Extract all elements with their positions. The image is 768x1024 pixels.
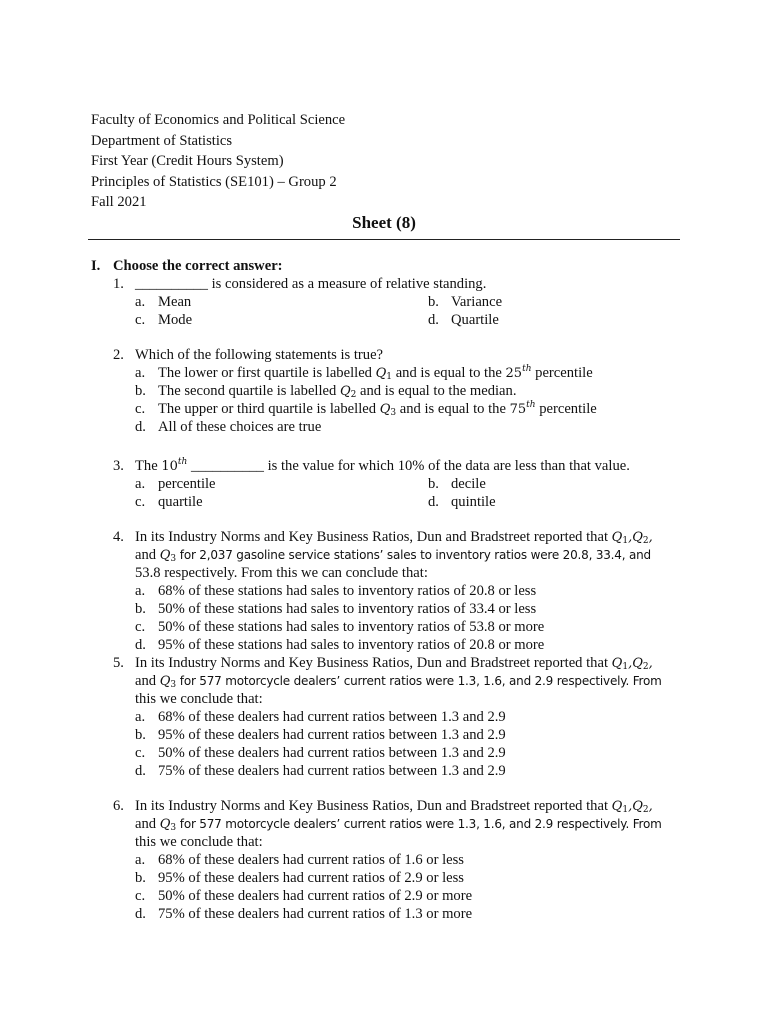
question-number: 2. (113, 347, 124, 363)
option-d: d. 95% of these stations had sales to inventory ratios of 20.8 or more (135, 637, 545, 653)
option-d: d. Quartile (428, 312, 499, 328)
question-number: 1. (113, 276, 124, 292)
question-text: Which of the following statements is true? (135, 347, 384, 363)
option-a: a. Mean (135, 294, 192, 310)
option-c: c. quartile (135, 494, 203, 510)
option-b: b. The second quartile is labelled $Q_2$ and is equal to the median. (135, 383, 517, 400)
option-b: b. 95% of these dealers had current ratios of 2.9 or less (135, 870, 464, 886)
question-text-line-1: In its Industry Norms and Key Business Ratios, Dun and Bradstreet reported that $Q_1,Q_2$, (135, 798, 653, 815)
question-2 (113, 346, 679, 436)
option-b: b. decile (428, 476, 486, 492)
option-b: b. 50% of these stations had sales to inventory ratios of 33.4 or less (135, 601, 537, 617)
question-4 (113, 528, 679, 654)
course-info: Principles of Statistics (SE101) – Group 2 (91, 173, 337, 190)
question-6 (113, 797, 679, 923)
option-c: c. 50% of these dealers had current ratios between 1.3 and 2.9 (135, 745, 506, 761)
question-number: 3. (113, 458, 124, 474)
option-c: c. Mode (135, 312, 193, 328)
section-number: I. (91, 258, 101, 274)
question-text-line-3: 53.8 respectively. From this we can conclude that: (135, 565, 428, 581)
option-a: a. 68% of these dealers had current ratios between 1.3 and 2.9 (135, 709, 506, 725)
question-number: 4. (113, 529, 124, 545)
option-a: a. The lower or first quartile is labelled $Q_1$ and is equal to the 25th percentile (135, 364, 593, 382)
question-number: 5. (113, 655, 124, 671)
option-d: d. 75% of these dealers had current ratios of 1.3 or more (135, 906, 473, 922)
option-d: d. quintile (428, 494, 496, 510)
section-heading (91, 257, 283, 275)
option-d: d. 75% of these dealers had current ratios between 1.3 and 2.9 (135, 763, 506, 779)
question-1 (113, 275, 679, 329)
option-b: b. Variance (428, 294, 503, 310)
question-text-line-1: In its Industry Norms and Key Business Ratios, Dun and Bradstreet reported that $Q_1,Q_2$, (135, 529, 653, 546)
question-text: __________ is considered as a measure of relative standing. (135, 276, 487, 292)
option-c: c. The upper or third quartile is labelled $Q_3$ and is equal to the 75th percentile (135, 400, 597, 418)
document-header (91, 110, 345, 213)
question-text-line-2: and $Q_3$ for 577 motorcycle dealers’ current ratios were 1.3, 1.6, and 2.9 respectively. From (135, 816, 662, 833)
year-info: First Year (Credit Hours System) (91, 153, 284, 170)
sheet-title: Sheet (8) (352, 213, 416, 232)
option-a: a. percentile (135, 476, 216, 492)
question-text-line-2: and $Q_3$ for 577 motorcycle dealers’ current ratios were 1.3, 1.6, and 2.9 respectively. From (135, 673, 662, 690)
title-divider (88, 239, 680, 240)
faculty-name: Faculty of Economics and Political Science (91, 112, 346, 128)
question-text-line-2: and $Q_3$ for 2,037 gasoline service stations’ sales to inventory ratios were 20.8, 33.4, and (135, 547, 651, 564)
option-d: d. All of these choices are true (135, 419, 322, 435)
section-title: Choose the correct answer: (113, 258, 283, 274)
option-c: c. 50% of these dealers had current ratios of 2.9 or more (135, 888, 473, 904)
question-text-line-3: this we conclude that: (135, 691, 263, 707)
question-text-line-3: this we conclude that: (135, 834, 263, 850)
term-info: Fall 2021 (91, 194, 147, 211)
question-text-line-1: In its Industry Norms and Key Business Ratios, Dun and Bradstreet reported that $Q_1,Q_2$, (135, 655, 653, 672)
question-3 (113, 457, 679, 511)
question-text: The 10th __________ is the value for which 10% of the data are less than that value. (135, 457, 630, 474)
option-a: a. 68% of these dealers had current ratios of 1.6 or less (135, 852, 464, 868)
option-c: c. 50% of these stations had sales to inventory ratios of 53.8 or more (135, 619, 545, 635)
option-b: b. 95% of these dealers had current ratios between 1.3 and 2.9 (135, 727, 506, 743)
option-a: a. 68% of these stations had sales to inventory ratios of 20.8 or less (135, 583, 537, 599)
question-number: 6. (113, 798, 124, 814)
question-5 (113, 654, 679, 780)
department-name: Department of Statistics (91, 132, 233, 149)
